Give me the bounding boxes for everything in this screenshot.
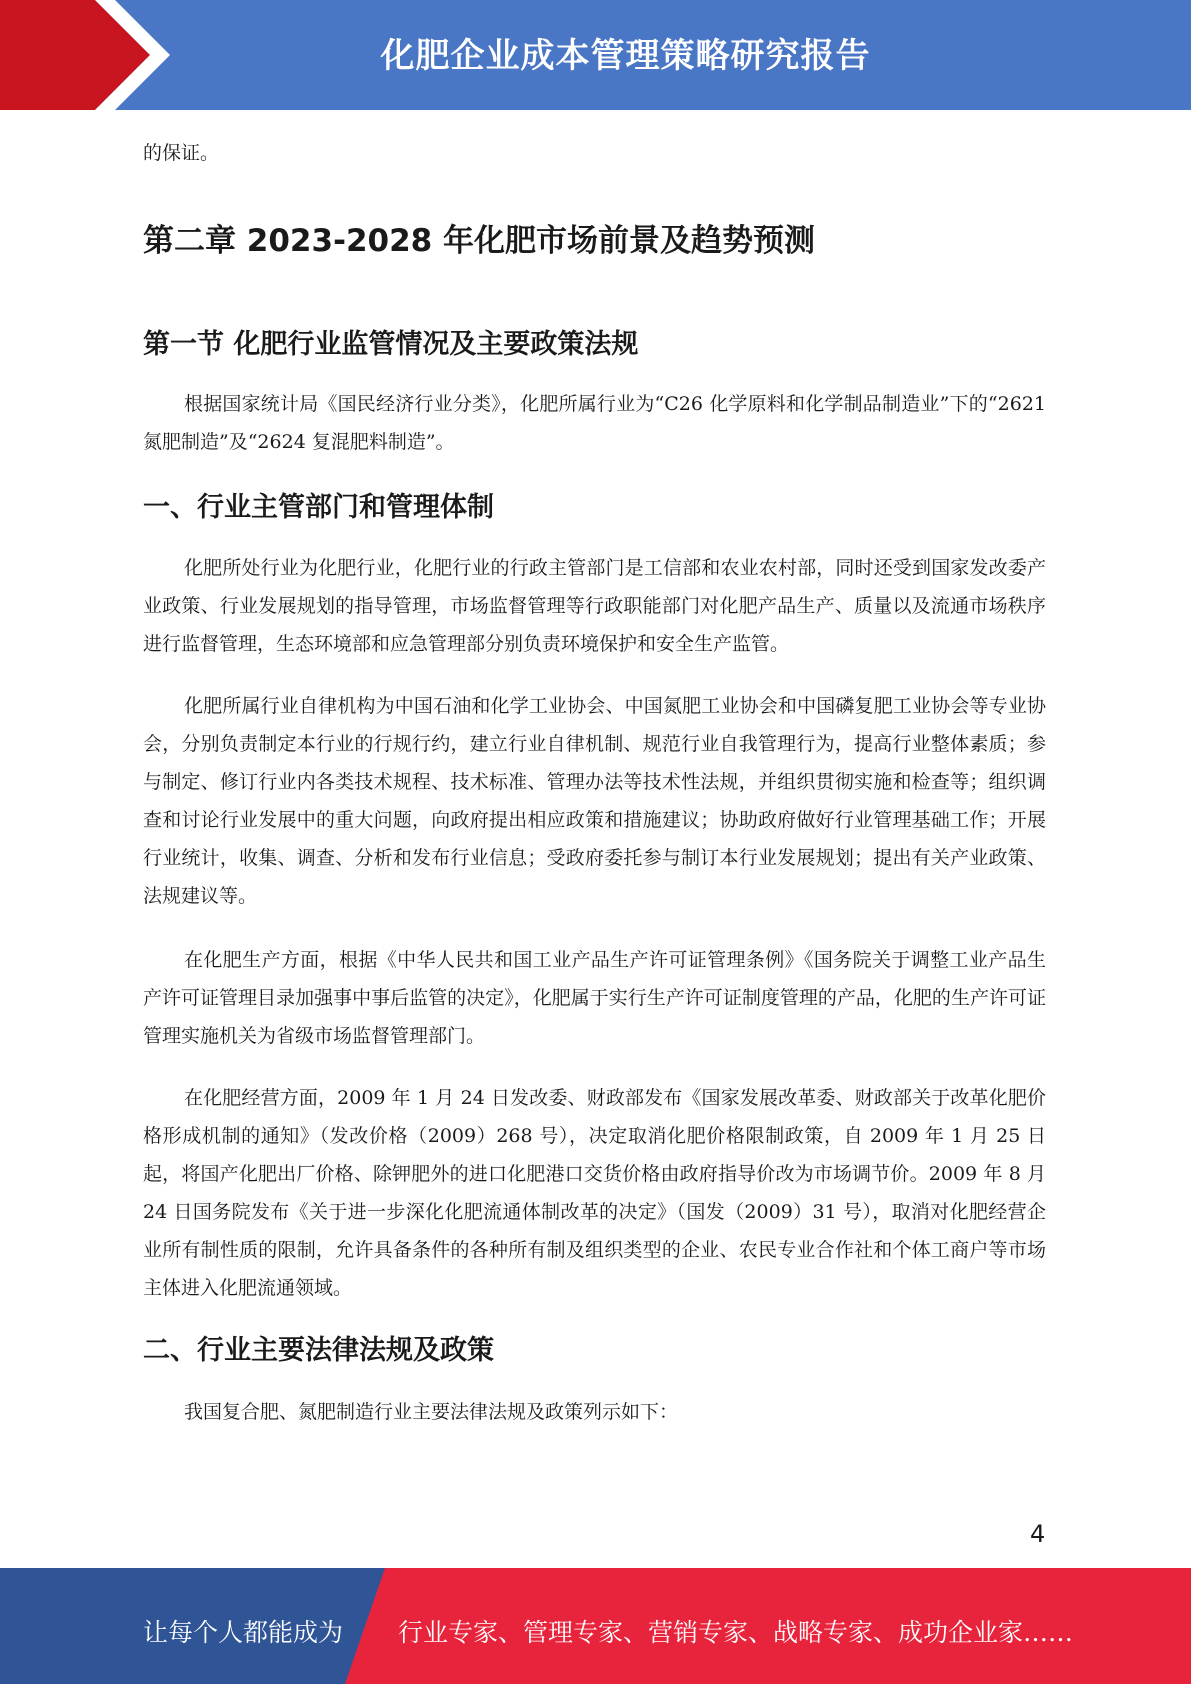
subsection-title-1: 一、行业主管部门和管理体制 bbox=[143, 492, 494, 523]
paragraph-laws-intro: 我国复合肥、氮肥制造行业主要法律法规及政策列示如下： bbox=[184, 1401, 679, 1423]
intro-text: 的保证。 bbox=[143, 142, 220, 164]
page-footer bbox=[0, 1568, 1191, 1684]
paragraph-regulator: 化肥所处行业为化肥行业，化肥行业的行政主管部门是工信部和农业农村部，同时还受到国家发改委产业政策、行业发展规划的指导管理，市场监督管理等行政职能部门对化肥产品生产、质量以及流通市场秩序进行监督管理，生态环境部和应急管理部分别负责环境保护和安全生产监管。 bbox=[143, 557, 1046, 655]
paragraph-associations: 化肥所属行业自律机构为中国石油和化学工业协会、中国氮肥工业协会和中国磷复肥工业协会等专业协会，分别负责制定本行业的行规行约，建立行业自律机制、规范行业自我管理行为，提高行业整体素质；参与制定、修订行业内各类技术规程、技术标准、管理办法等技术性法规，并组织贯彻实施和检查等；组织调查和讨论行业发展中的重大问题，向政府提出相应政策和措施建议；协助政府做好行业管理基础工作；开展行业统计，收集、调查、分析和发布行业信息；受政府委托参与制订本行业发展规划；提出有关产业政策、法规建议等。 bbox=[143, 695, 1046, 907]
section-title: 第一节 化肥行业监管情况及主要政策法规 bbox=[143, 329, 639, 360]
page-header bbox=[0, 0, 1191, 110]
paragraph-production: 在化肥生产方面，根据《中华人民共和国工业产品生产许可证管理条例》《国务院关于调整工业产品生产许可证管理目录加强事中事后监管的决定》，化肥属于实行生产许可证制度管理的产品，化肥的生产许可证管理实施机关为省级市场监督管理部门。 bbox=[143, 949, 1046, 1047]
footer-slogan-left: 让每个人都能成为 bbox=[143, 1618, 344, 1647]
chapter-title: 第二章 2023-2028 年化肥市场前景及趋势预测 bbox=[143, 223, 816, 259]
section-paragraph: 根据国家统计局《国民经济行业分类》，化肥所属行业为“C26 化学原料和化学制品制造业”下的“2621 氮肥制造”及“2624 复混肥料制造”。 bbox=[143, 393, 1046, 453]
footer-slogan-right: 行业专家、管理专家、营销专家、战略专家、成功企业家…… bbox=[398, 1618, 1074, 1647]
subsection-title-2: 二、行业主要法律法规及政策 bbox=[143, 1335, 494, 1366]
paragraph-operation: 在化肥经营方面，2009 年 1 月 24 日发改委、财政部发布《国家发展改革委、财政部关于改革化肥价格形成机制的通知》（发改价格（2009）268 号），决定取消化肥价格限制政策，自 2009 年 1 月 25 日起，将国产化肥出厂价格、除钾肥外的进口化肥港口交货价格由政府指导价改为市场调节价。2009 年 8 月 24 日国务院发布《关于进一步深化化肥流通体制改革的决定》（国发（2009）31 号），取消对化肥经营企业所有制性质的限制，允许具备条件的各种所有制及组织类型的企业、农民专业合作社和个体工商户等市场主体进入化肥流通领域。 bbox=[143, 1087, 1046, 1299]
page-number: 4 bbox=[1030, 1520, 1046, 1548]
report-title: 化肥企业成本管理策略研究报告 bbox=[380, 36, 871, 76]
